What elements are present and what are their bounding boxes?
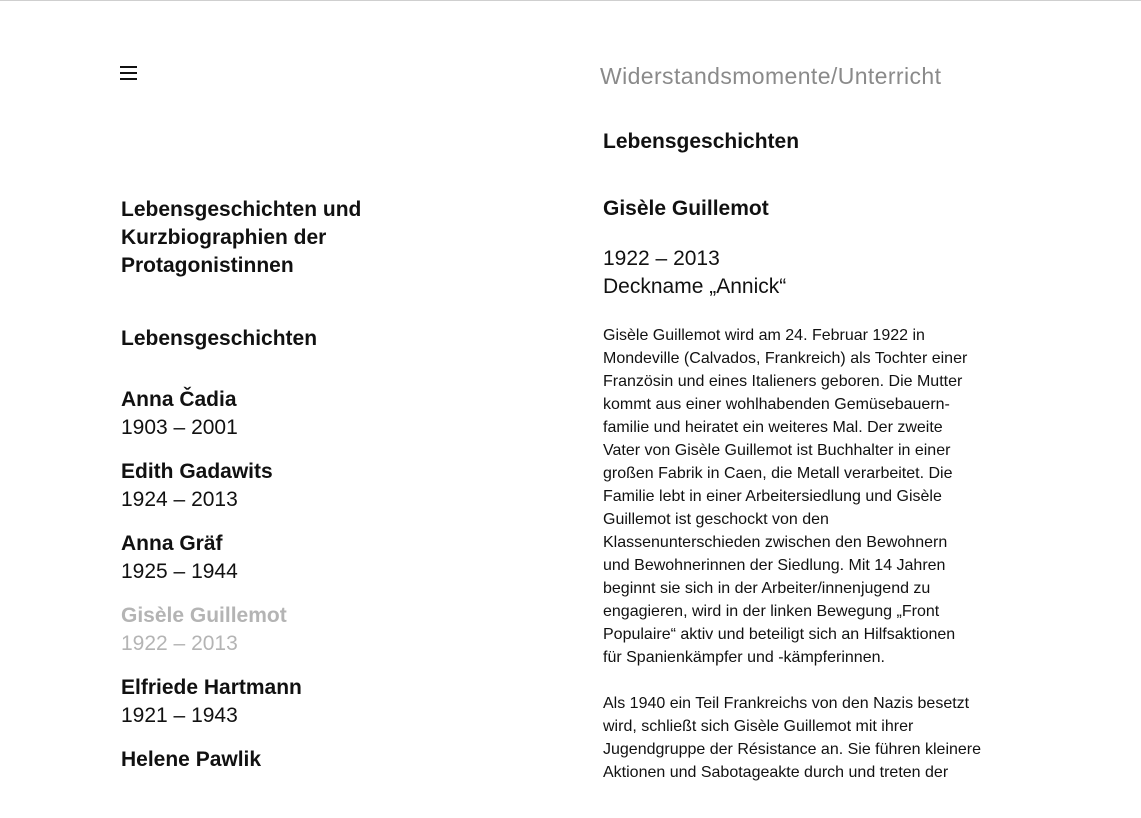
sidebar-heading: Lebensgeschichten und Kurzbiographien der Protagonistinnen (121, 198, 362, 277)
person-item-elfriede-hartmann[interactable] (121, 674, 302, 746)
person-years: 1922 – 2013 (121, 632, 238, 655)
person-item-anna-graef[interactable] (121, 530, 302, 602)
person-item-edith-gadawits[interactable] (121, 458, 302, 530)
biography-paragraph: Als 1940 ein Teil Frankreichs von den Nazis besetzt wird, schließt sich Gisèle Guillemot mit ihrer Jugendgruppe der Résistance an. Sie führen kleinere Aktionen und Sabotageakte durch und treten der (603, 695, 982, 781)
hamburger-menu-icon[interactable] (120, 66, 137, 80)
biography-name: Gisèle Guillemot (603, 197, 769, 220)
site-title-link[interactable]: Widerstandsmomente/Unterricht (600, 63, 942, 89)
person-years: 1924 – 2013 (121, 488, 238, 511)
person-item-gisele-guillemot[interactable] (121, 602, 302, 674)
person-years: 1925 – 1944 (121, 560, 238, 583)
person-list (121, 386, 302, 818)
person-name: Edith Gadawits (121, 460, 273, 483)
person-name: Anna Čadia (121, 388, 237, 411)
section-title: Lebensgeschichten (603, 130, 800, 153)
top-border-line (0, 0, 1141, 1)
sidebar-subheading: Lebensgeschichten (121, 327, 318, 350)
person-name: Elfriede Hartmann (121, 676, 302, 699)
person-years: 1903 – 2001 (121, 416, 238, 439)
person-name: Gisèle Guillemot (121, 604, 287, 627)
biography-years: 1922 – 2013 (603, 247, 720, 270)
person-item-helene-pawlik[interactable] (121, 746, 302, 818)
person-name: Helene Pawlik (121, 748, 262, 771)
biography-alias: Deckname „Annick“ (603, 275, 787, 298)
person-name: Anna Gräf (121, 532, 223, 555)
biography-paragraph: Gisèle Guillemot wird am 24. Februar 1922 in Mondeville (Calvados, Frankreich) als Tochter einer Französin und eines Italieners geboren. Die Mutter kommt aus einer wohlhabenden Gemüsebauern- familie und heiratet ein weiteres Mal. Der zweite Vater von Gisèle Guillemot ist Buchhalter in einer großen Fabrik in Caen, die Metall verarbeitet. Die Familie lebt in einer Arbeitersiedlung und Gisèle Guillemot ist geschockt von den Klassenunterschieden zwischen den Bewohnern und Bewohnerinnen der Siedlung. Mit 14 Jahren beginnt sie sich in der Arbeiter/innenjugend zu engagieren, wird in der linken Bewegung „Front Populaire“ aktiv und beteiligt sich an Hilfsaktionen für Spanienkämpfer und -kämpferinnen. (603, 327, 968, 666)
person-item-anna-cadia[interactable] (121, 386, 302, 458)
person-years: 1921 – 1943 (121, 704, 238, 727)
